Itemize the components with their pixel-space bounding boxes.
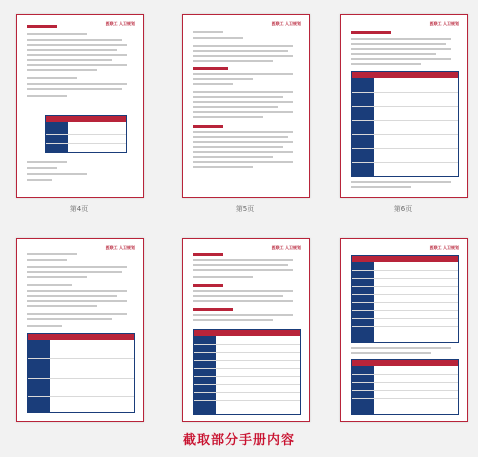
manual-page-6 (340, 14, 468, 198)
content-table (351, 255, 459, 343)
brand-logo: 医联工 人卫规划 (429, 21, 459, 26)
content-table (351, 71, 459, 177)
content-table (351, 359, 459, 415)
page-label: 第4页 (69, 205, 89, 213)
page-label: 第5页 (235, 205, 255, 213)
manual-page-b (182, 238, 310, 422)
brand-logo: 医联工 人卫规划 (271, 245, 301, 250)
manual-page-4 (16, 14, 144, 198)
brand-logo: 医联工 人卫规划 (105, 21, 135, 26)
brand-logo: 医联工 人卫规划 (271, 21, 301, 26)
content-table (193, 329, 301, 415)
page-label: 第6页 (393, 205, 413, 213)
content-table (27, 333, 135, 413)
brand-logo: 医联工 人卫规划 (105, 245, 135, 250)
brand-logo: 医联工 人卫规划 (429, 245, 459, 250)
manual-page-a (16, 238, 144, 422)
content-table (45, 115, 127, 153)
section-caption: 截取部分手册内容 (182, 433, 295, 448)
manual-page-c (340, 238, 468, 422)
manual-page-5 (182, 14, 310, 198)
